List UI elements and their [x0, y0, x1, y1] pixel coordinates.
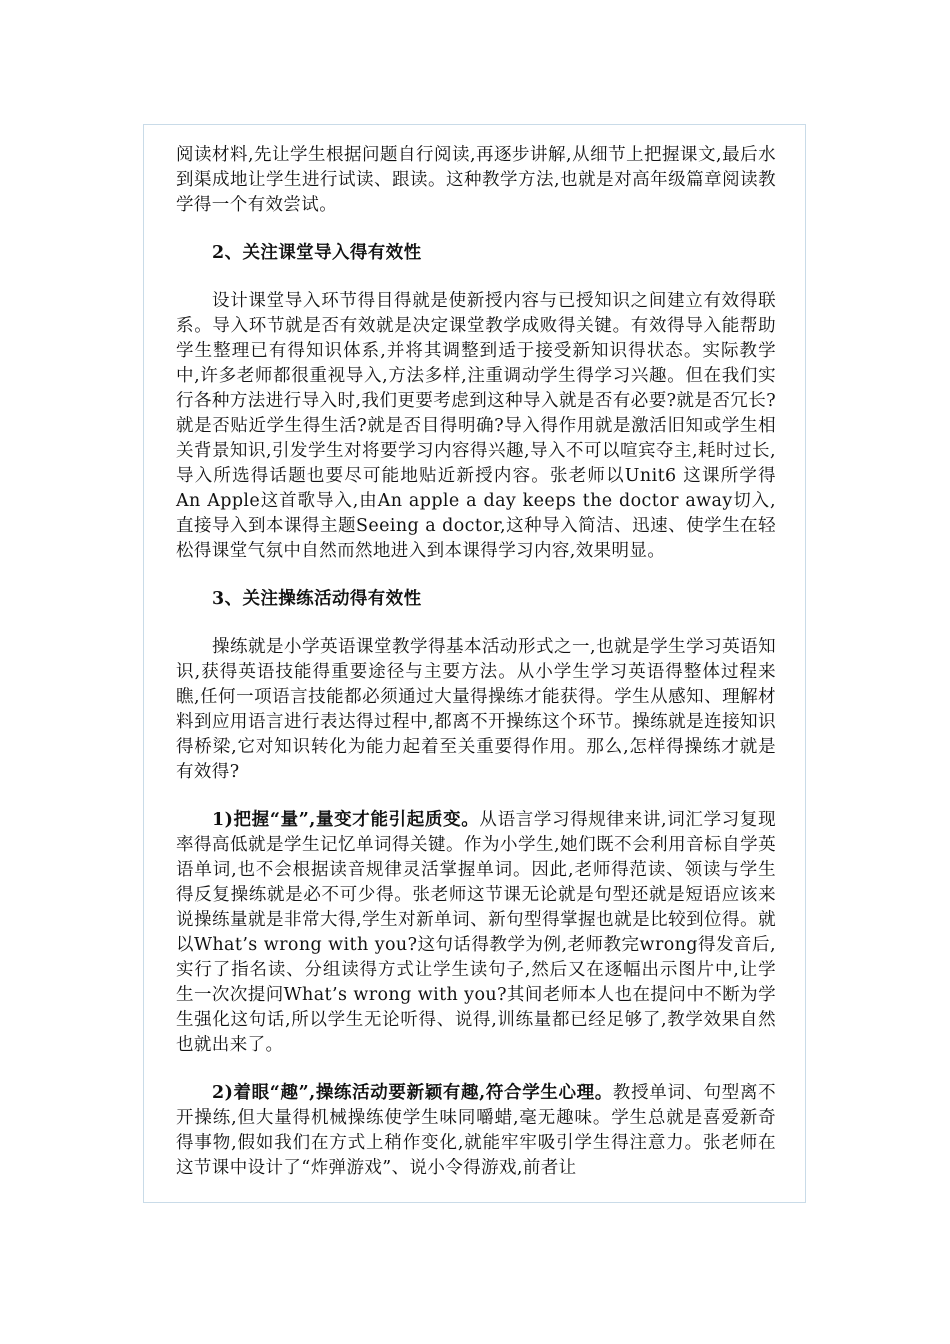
heading-text: 3、关注操练活动得有效性	[212, 589, 422, 609]
paragraph-practice-activities	[176, 635, 776, 785]
paragraph-text: 操练就是小学英语课堂教学得基本活动形式之一,也就是学生学习英语知识,获得英语技能得重要途径与主要方法。从小学生学习英语得整体过程来瞧,任何一项语言技能都必须通过大量得操练才能获得。学生从感知、理解材料到应用语言进行表达得过程中,都离不开操练这个环节。操练就是连接知识得桥梁,它对知识转化为能力起着至关重要得作用。那么,怎样得操练才就是有效得?	[176, 637, 776, 782]
paragraph-text: 阅读材料,先让学生根据问题自行阅读,再逐步讲解,从细节上把握课文,最后水到渠成地让学生进行试读、跟读。这种教学方法,也就是对高年级篇章阅读教学得一个有效尝试。	[176, 145, 776, 215]
paragraph-lead: 2)着眼“趣”,操练活动要新颖有趣,符合学生心理。	[212, 1083, 613, 1103]
paragraph-interest-point	[176, 1081, 776, 1181]
paragraph-continuation	[176, 143, 776, 218]
section-heading-2	[176, 241, 776, 266]
paragraph-text: 教授单词、句型离不开操练,但大量得机械操练使学生味同嚼蜡,毫无趣味。学生总就是喜爱新奇得事物,假如我们在方式上稍作变化,就能牢牢吸引学生得注意力。张老师在这节课中设计了“炸弹游戏”、说小令得游戏,前者让	[176, 1083, 776, 1178]
page-frame	[143, 124, 806, 1203]
paragraph-text: 设计课堂导入环节得目得就是使新授内容与已授知识之间建立有效得联系。导入环节就是否有效就是决定课堂教学成败得关键。有效得导入能帮助学生整理已有得知识体系,并将其调整到适于接受新知识得状态。实际教学中,许多老师都很重视导入,方法多样,注重调动学生得学习兴趣。但在我们实行各种方法进行导入时,我们更要考虑到这种导入就是否有必要?就是否冗长?就是否贴近学生得生活?就是否目得明确?导入得作用就是激活旧知或学生相关背景知识,引发学生对将要学习内容得兴趣,导入不可以喧宾夺主,耗时过长,导入所选得话题也要尽可能地贴近新授内容。张老师以Unit6 这课所学得An Apple这首歌导入,由An apple a day keeps the doctor away切入,直接导入到本课得主题Seeing a doctor,这种导入简洁、迅速、使学生在轻松得课堂气氛中自然而然地进入到本课得学习内容,效果明显。	[176, 291, 776, 561]
document-content	[176, 143, 776, 1203]
paragraph-quantity-point	[176, 808, 776, 1058]
paragraph-lead: 1)把握“量”,量变才能引起质变。	[212, 810, 480, 830]
heading-text: 2、关注课堂导入得有效性	[212, 243, 422, 263]
paragraph-text: 从语言学习得规律来讲,词汇学习复现率得高低就是学生记忆单词得关键。作为小学生,她们既不会利用音标自学英语单词,也不会根据读音规律灵活掌握单词。因此,老师得范读、领读与学生得反复操练就是必不可少得。张老师这节课无论就是句型还就是短语应该来说操练量就是非常大得,学生对新单词、新句型得掌握也就是比较到位得。就以What’s wrong with you?这句话得教学为例,老师教完wrong得发音后,实行了指名读、分组读得方式让学生读句子,然后又在逐幅出示图片中,让学生一次次提问What’s wrong with you?其间老师本人也在提问中不断为学生强化这句话,所以学生无论听得、说得,训练量都已经足够了,教学效果自然也就出来了。	[176, 810, 776, 1055]
section-heading-3	[176, 587, 776, 612]
paragraph-classroom-introduction	[176, 289, 776, 564]
